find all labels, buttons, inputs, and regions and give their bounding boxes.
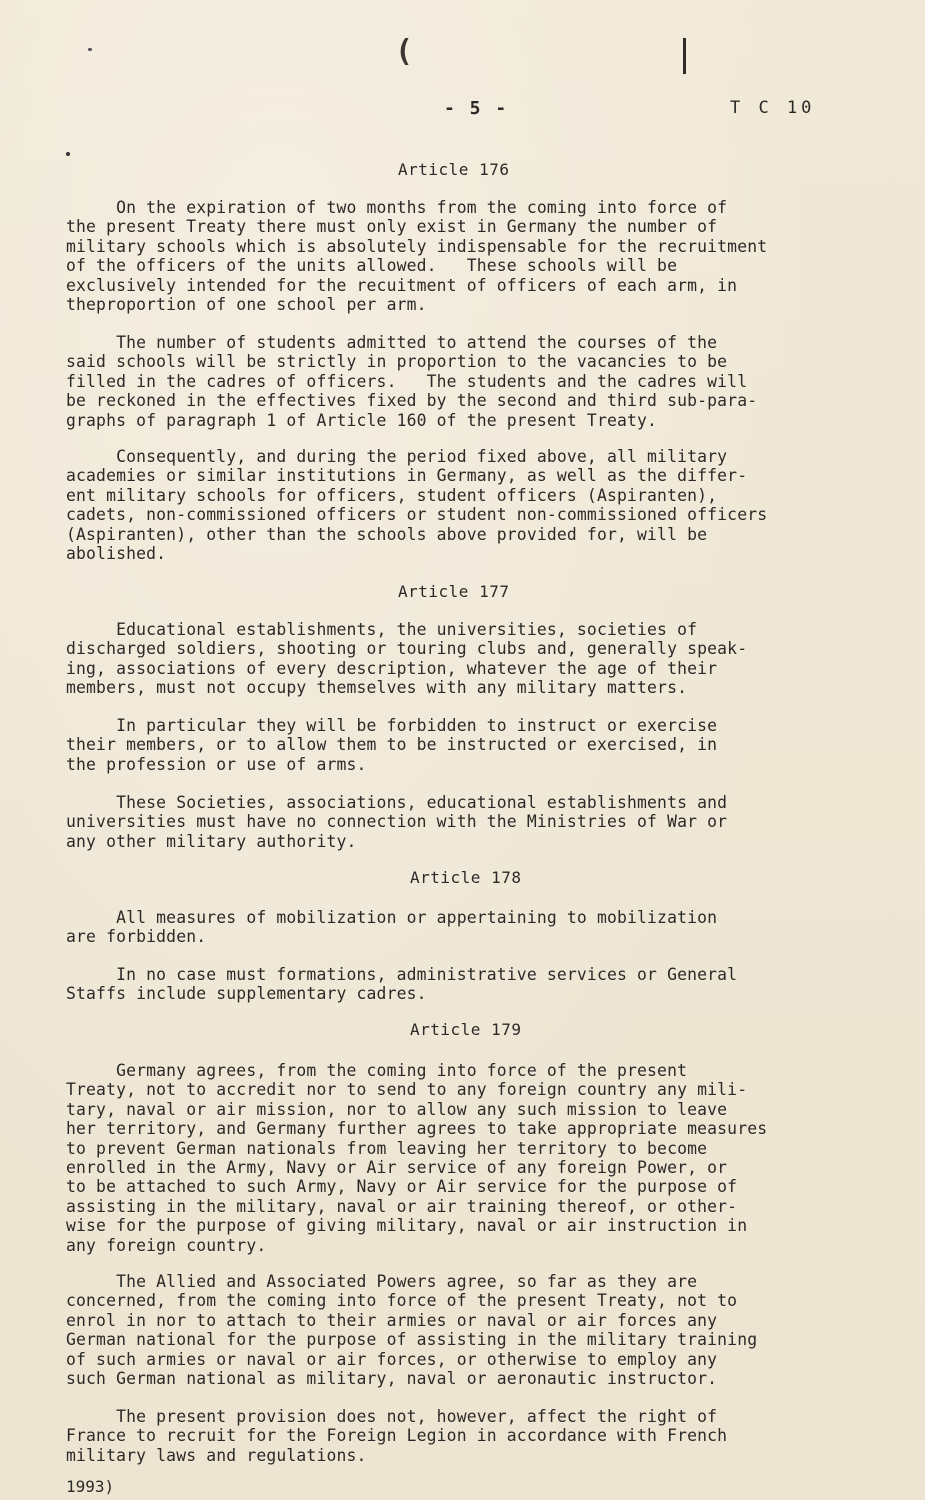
article-178-heading: Article 178	[410, 868, 522, 887]
article-179-paragraph-3: The present provision does not, however, affect the right of France to recruit for the Foreign Legion in accordance with French military laws and regulations.	[66, 1407, 728, 1465]
article-176-paragraph-2: The number of students admitted to attend the courses of the said schools will be strictly in proportion to the vacancies to be filled in the cadres of officers. The students and the cadres will be reckoned in the effectives fixed by the second and third sub-para- graphs of paragraph 1 of Article 160 of the present Treaty.	[66, 333, 758, 430]
article-177-paragraph-1: Educational establishments, the universities, societies of discharged soldiers, shooting or touring clubs and, generally speak- ing, associations of every description, whatever the age of their members, must not occupy themselves with any military matters.	[66, 620, 748, 698]
article-176-paragraph-3: Consequently, and during the period fixed above, all military academies or similar institutions in Germany, as well as the differ- ent military schools for officers, student officers (Aspiranten), cadets, non-commissioned officers or student non-commissioned officers (Aspiranten), other than the schools above provided for, will be abolished.	[66, 447, 768, 564]
vertical-stroke-mark	[683, 38, 686, 74]
article-178-paragraph-2: In no case must formations, administrative services or General Staffs include supplementary cadres.	[66, 965, 738, 1004]
document-reference: T C 10	[730, 98, 816, 118]
article-179-paragraph-1: Germany agrees, from the coming into force of the present Treaty, not to accredit nor to send to any foreign country any mili- tary, naval or air mission, nor to allow any such mission to leave her territory, and Germany further agrees to take appropriate measures to prevent German nationals from leaving her territory to become enrolled in the Army, Navy or Air service of any foreign Power, or to be attached to such Army, Navy or Air service for the purpose of assisting in the military, naval or air training thereof, or other- wise for the purpose of giving military, naval or air instruction in any foreign country.	[66, 1061, 768, 1255]
article-178-paragraph-1: All measures of mobilization or appertaining to mobilization are forbidden.	[66, 908, 718, 947]
article-177-heading: Article 177	[398, 582, 510, 601]
article-179-heading: Article 179	[410, 1020, 522, 1039]
article-179-paragraph-2: The Allied and Associated Powers agree, so far as they are concerned, from the coming into force of the present Treaty, not to enrol in nor to attach to their armies or naval or air forces any German national for the purpose of assisting in the military training of such armies or naval or air forces, or otherwise to employ any such German national as military, naval or aeronautic instructor.	[66, 1272, 758, 1389]
article-177-paragraph-3: These Societies, associations, educational establishments and universities must have no connection with the Ministries of War or any other military authority.	[66, 793, 728, 851]
ink-dot	[66, 152, 70, 156]
parenthesis-mark: (	[395, 34, 414, 69]
page-number: - 5 -	[444, 98, 509, 119]
ink-dot	[88, 48, 92, 51]
article-176-heading: Article 176	[398, 160, 510, 179]
article-176-paragraph-1: On the expiration of two months from the coming into force of the present Treaty there must only exist in Germany the number of military schools which is absolutely indispensable for the recruitment of the officers of the units allowed. These schools will be exclusively intended for the recuitment of officers of each arm, in theproportion of one school per arm.	[66, 198, 768, 315]
footer-code: 1993)	[66, 1477, 115, 1496]
article-177-paragraph-2: In particular they will be forbidden to instruct or exercise their members, or to allow them to be instructed or exercised, in the profession or use of arms.	[66, 716, 718, 774]
